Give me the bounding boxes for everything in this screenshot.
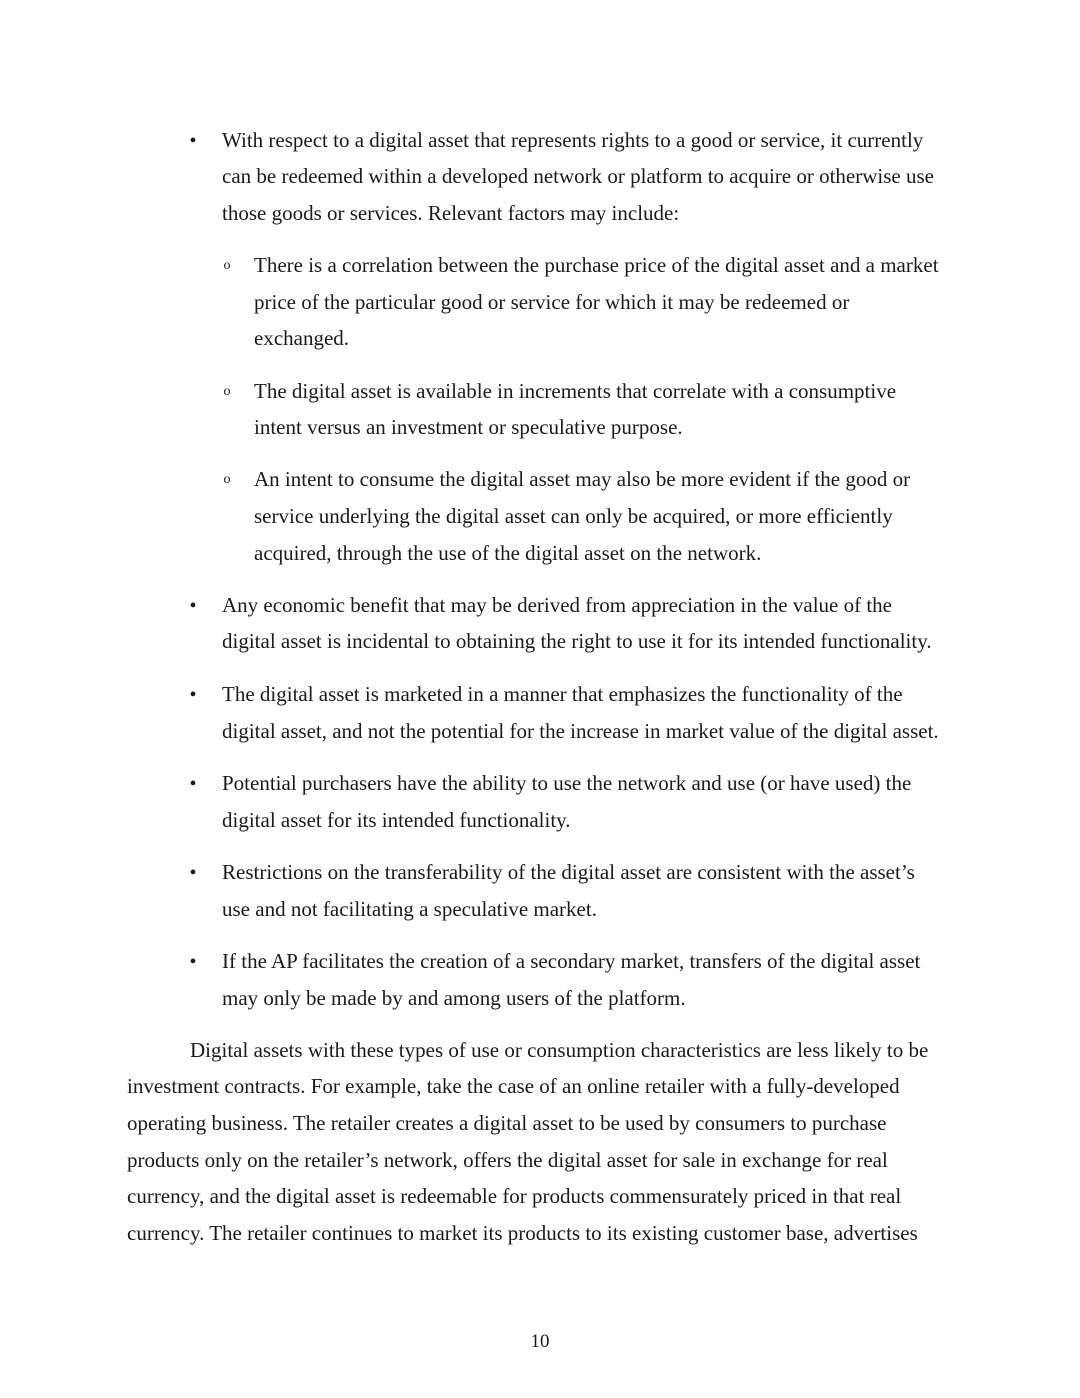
sub-bullet-line: exchanged. (254, 326, 350, 350)
sub-bullet-marker (221, 462, 233, 499)
paragraph-line: investment contracts. For example, take the case of an online retailer with a fully-developed (127, 1074, 900, 1098)
bullet-marker (188, 943, 198, 981)
sub-bullet-marker (221, 248, 233, 285)
bullet-marker (188, 676, 198, 714)
bullet-marker (188, 765, 198, 803)
paragraph-line: products only on the retailer’s network, offers the digital asset for sale in exchange for real (127, 1148, 888, 1172)
bullet-line: Restrictions on the transferability of the digital asset are consistent with the asset’s (222, 860, 915, 884)
paragraph-line: currency. The retailer continues to market its products to its existing customer base, advertises (127, 1221, 918, 1245)
bullet-line: those goods or services. Relevant factors may include: (222, 201, 680, 225)
sub-bullet-marker (221, 374, 233, 411)
bullet-line: digital asset, and not the potential for the increase in market value of the digital asset. (222, 719, 939, 743)
bullet-line: may only be made by and among users of the platform. (222, 986, 686, 1010)
page-number: 10 (530, 1331, 550, 1352)
sub-bullet-line: service underlying the digital asset can only be acquired, or more efficiently (254, 504, 893, 528)
bullet-marker (188, 122, 198, 160)
bullet-line: With respect to a digital asset that represents rights to a good or service, it currently (222, 128, 924, 152)
sub-bullet-line: acquired, through the use of the digital asset on the network. (254, 541, 762, 565)
bullet-line: digital asset for its intended functionality. (222, 808, 571, 832)
bullet-line: The digital asset is marketed in a manner that emphasizes the functionality of the (222, 682, 903, 706)
sub-bullet-line: The digital asset is available in increments that correlate with a consumptive (254, 379, 897, 403)
bullet-marker (188, 587, 198, 625)
bullet-line: If the AP facilitates the creation of a secondary market, transfers of the digital asset (222, 949, 921, 973)
bullet-line: digital asset is incidental to obtaining the right to use it for its intended functionality. (222, 629, 932, 653)
paragraph-line: Digital assets with these types of use or consumption characteristics are less likely to be (190, 1038, 929, 1062)
sub-bullet-line: There is a correlation between the purchase price of the digital asset and a market (254, 253, 939, 277)
sub-bullet-line: intent versus an investment or speculative purpose. (254, 415, 683, 439)
bullet-line: can be redeemed within a developed network or platform to acquire or otherwise use (222, 164, 934, 188)
bullet-line: Any economic benefit that may be derived from appreciation in the value of the (222, 593, 893, 617)
paragraph-line: currency, and the digital asset is redeemable for products commensurately priced in that real (127, 1184, 902, 1208)
bullet-line: Potential purchasers have the ability to use the network and use (or have used) the (222, 771, 912, 795)
sub-bullet-line: An intent to consume the digital asset may also be more evident if the good or (254, 467, 911, 491)
sub-bullet-line: price of the particular good or service for which it may be redeemed or (254, 290, 850, 314)
bullet-line: use and not facilitating a speculative market. (222, 897, 597, 921)
bullet-marker (188, 854, 198, 892)
paragraph-line: operating business. The retailer creates a digital asset to be used by consumers to purchase (127, 1111, 887, 1135)
